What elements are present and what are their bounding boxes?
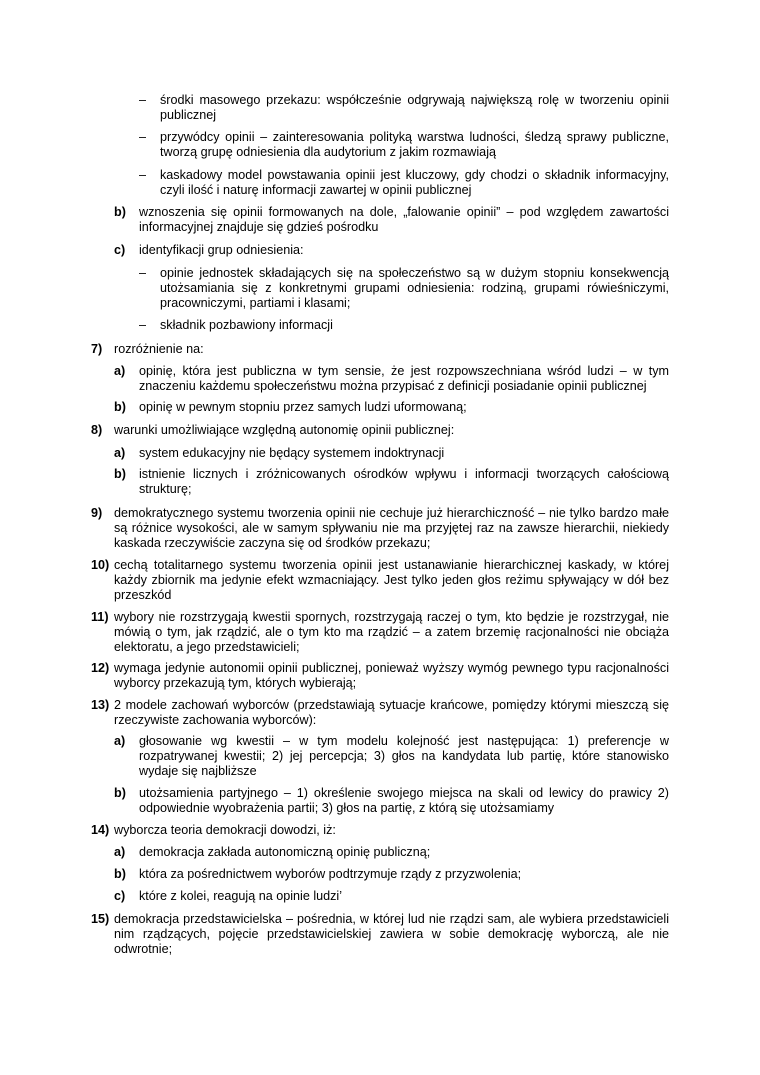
item-marker: b) xyxy=(114,400,126,414)
item-marker: a) xyxy=(114,734,126,748)
item-8b xyxy=(139,467,669,497)
bullet-cascade-model: kaskadowy model powstawania opinii jest kluczowy, gdy chodzi o składnik informacyjny, czyli ilość i naturę informacji zawartej w opinii publicznej xyxy=(160,168,669,197)
item-marker: 10) xyxy=(91,558,110,572)
item-marker: 13) xyxy=(91,698,110,712)
item-9-democratic-system: demokratycznego systemu tworzenia opinii nie cechuje już hierarchiczność – nie tylko bardzo małe są różnice wysokości, ale w samym spływaniu nie ma przyjętej raz na zawsze hierarchii, niekiedy kaskada rzeczywiście zaczyna się od środków przekazu; xyxy=(114,506,669,550)
item-8b-text: istnienie licznych i zróżnicowanych ośrodków wpływu i informacji tworzących całościową strukturę; xyxy=(139,467,669,496)
bullet-no-information: składnik pozbawiony informacji xyxy=(160,318,333,332)
item-marker: 8) xyxy=(91,423,103,437)
item-8-conditions: warunki umożliwiające względną autonomię opinii publicznej: xyxy=(114,423,455,437)
item-11-elections: wybory nie rozstrzygają kwestii spornych, rozstrzygają raczej o tym, kto będzie je rozstrzygał, nie mówią o tym, jak rządzić, ale o tym kto ma rządzić – a zatem brzemię racjonalności nie obciąża elektoratu, a jego przedstawicieli; xyxy=(114,610,669,654)
item-marker: a) xyxy=(114,364,126,378)
item-c-reference-groups: identyfikacji grup odniesienia: xyxy=(139,243,304,257)
item-marker: 11) xyxy=(91,610,109,624)
item-7b: opinię w pewnym stopniu przez samych ludzi uformowaną; xyxy=(139,400,467,414)
item-b-rising-opinions: wznoszenia się opinii formowanych na dole, „falowanie opinii” – pod względem zawartości informacyjnej znajduje się gdzieś pośrodku xyxy=(139,205,669,234)
item-13a: głosowanie wg kwestii – w tym modelu kolejność jest następująca: 1) preferencje w rozpatrywanej kwestii; 2) jej percepcja; 3) głos na kandydata lub partię, które stanowisko wydaje się najbliższe xyxy=(139,734,669,778)
bullet-individual-opinions: opinie jednostek składających się na społeczeństwo są w dużym stopniu konsekwencją utożsamiania się z konkretnymi grupami odniesienia: rodziną, grupami rówieśniczymi, pracowniczymi, partiami i klasami; xyxy=(160,266,669,310)
item-marker: 15) xyxy=(91,912,110,926)
item-14-electoral-theory: wyborcza teoria demokracji dowodzi, iż: xyxy=(114,823,336,837)
item-14c: które z kolei, reagują na opinie ludzi’ xyxy=(139,889,343,903)
item-marker: b) xyxy=(114,867,126,881)
item-7-distinction: rozróżnienie na: xyxy=(114,342,204,356)
item-marker: b) xyxy=(114,786,126,800)
dash-bullet: – xyxy=(139,130,147,144)
dash-bullet: – xyxy=(139,266,147,280)
item-marker: 9) xyxy=(91,506,103,520)
item-marker: a) xyxy=(114,845,126,859)
item-10-totalitarian-system: cechą totalitarnego systemu tworzenia opinii jest ustanawianie hierarchicznej kaskady, w której każdy zbiornik ma jedynie efekt wzmacniający. Jest tylko jeden głos reżimu spływający w dół bez przeszkód xyxy=(114,558,669,602)
item-marker: 7) xyxy=(91,342,103,356)
item-marker: 12) xyxy=(91,661,110,675)
dash-bullet: – xyxy=(139,318,147,332)
item-12-autonomy: wymaga jedynie autonomii opinii publicznej, ponieważ wyższy wymóg pewnego typu racjonalności wyborcy przekazują tym, których wybierają; xyxy=(114,661,669,690)
item-7a: opinię, która jest publiczna w tym sensie, że jest rozpowszechniana wśród ludzi – w tym znaczeniu każdemu społeczeństwu można przypisać z definicji posiadanie opinii publicznej xyxy=(139,364,669,393)
item-14a: demokracja zakłada autonomiczną opinię publiczną; xyxy=(139,845,431,859)
item-marker: b) xyxy=(114,467,126,481)
item-13b: utożsamienia partyjnego – 1) określenie swojego miejsca na skali od lewicy do prawicy 2) odpowiednie wyobrażenia partii; 3) głos na partię, z którą się utożsamiamy xyxy=(139,786,669,815)
item-marker: b) xyxy=(114,205,126,219)
bullet-opinion-leaders: przywódcy opinii – zainteresowania polityką warstwa ludności, śledzą sprawy publiczne, tworzą grupę odniesienia dla audytorium z jakim rozmawiają xyxy=(160,130,669,159)
dash-bullet: – xyxy=(139,168,147,182)
dash-bullet: – xyxy=(139,93,147,107)
item-marker: a) xyxy=(114,446,126,460)
bullet-mass-media: środki masowego przekazu: współcześnie odgrywają największą rolę w tworzeniu opinii publicznej xyxy=(160,93,669,122)
item-marker: 14) xyxy=(91,823,110,837)
item-13-voter-models: 2 modele zachowań wyborców (przedstawiają sytuacje krańcowe, pomiędzy którymi mieszczą się rzeczywiste zachowania wyborców): xyxy=(114,698,669,727)
item-15-representative-democracy: demokracja przedstawicielska – pośrednia, w której lud nie rządzi sam, ale wybiera przedstawicieli nim rządzących, pojęcie przedstawicielskiej zawiera w sobie demokrację wyborczą, ale nie odwrotnie; xyxy=(114,912,669,956)
item-14b: która za pośrednictwem wyborów podtrzymuje rządy z przyzwolenia; xyxy=(139,867,522,881)
item-8a: system edukacyjny nie będący systemem indoktrynacji xyxy=(139,446,445,460)
item-marker: c) xyxy=(114,889,126,903)
item-marker: c) xyxy=(114,243,126,257)
